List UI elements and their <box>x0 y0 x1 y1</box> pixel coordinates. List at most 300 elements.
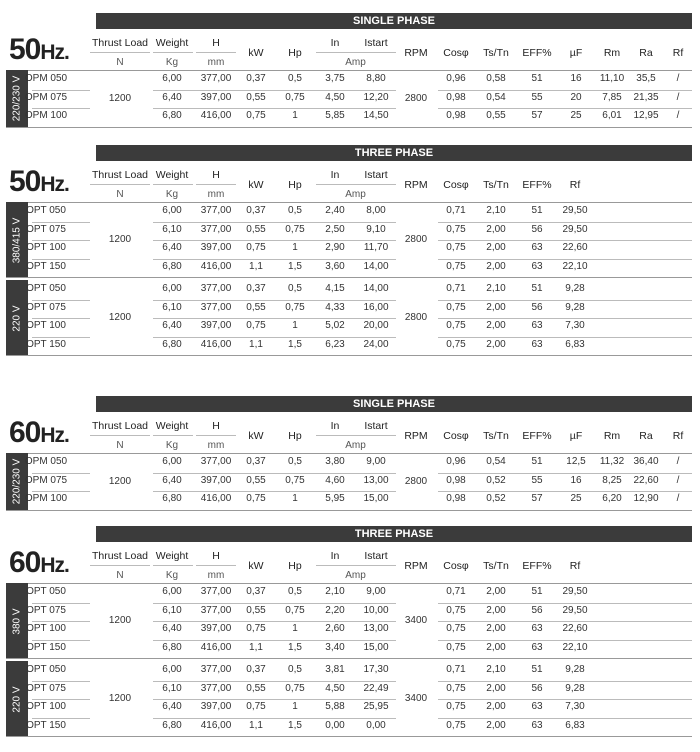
row-rule <box>32 90 90 91</box>
table-cell: 6,00 <box>162 664 182 675</box>
table-cell: / <box>676 91 680 103</box>
header-rule <box>90 52 150 53</box>
unit-header: Kg <box>165 189 179 200</box>
table-cell: 0,54 <box>486 91 506 103</box>
column-header: kW <box>248 179 264 191</box>
model-name: OPT 100 <box>26 320 66 331</box>
table-cell: 1 <box>292 701 298 712</box>
table-cell: 3,75 <box>325 73 345 84</box>
table-cell: 377,00 <box>200 586 232 597</box>
table-cell: 12,95 <box>633 110 659 121</box>
column-header: Cosφ <box>443 560 469 572</box>
table-cell: 0,71 <box>446 283 466 294</box>
column-header: Hp <box>288 430 302 442</box>
column-header: Thrust Load <box>91 37 149 49</box>
thrust-load-value: 1200 <box>108 234 132 245</box>
frequency-label <box>9 545 69 584</box>
table-cell: 24,00 <box>363 338 389 350</box>
voltage-text: 380/415 V <box>11 217 23 263</box>
table-cell: 20 <box>570 91 582 103</box>
unit-header: N <box>116 570 124 581</box>
row-rule <box>153 699 396 700</box>
row-rule <box>32 603 90 604</box>
column-header: Ts/Tn <box>483 179 509 191</box>
group-rule <box>6 658 692 659</box>
column-header: Thrust Load <box>91 169 149 181</box>
rpm-value: 2800 <box>404 92 428 104</box>
table-cell: 397,00 <box>200 474 232 486</box>
table-cell: 11,32 <box>599 456 625 467</box>
table-cell: 13,00 <box>363 474 389 486</box>
row-rule <box>153 240 396 241</box>
model-name: OPT 100 <box>26 623 66 634</box>
header-rule <box>316 52 396 53</box>
row-rule <box>32 318 90 319</box>
rpm-value: 3400 <box>404 615 428 626</box>
group-rule <box>6 510 692 511</box>
table-cell: 6,23 <box>325 338 345 350</box>
model-name: OPM 100 <box>24 110 68 121</box>
table-cell: 397,00 <box>200 623 232 634</box>
table-cell: 55 <box>531 91 543 103</box>
unit-header: N <box>116 440 124 451</box>
table-cell: 377,00 <box>200 456 232 467</box>
table-cell: 22,49 <box>363 682 389 694</box>
table-cell: 12,90 <box>633 493 659 504</box>
row-rule <box>153 640 396 641</box>
model-name: OPT 075 <box>26 301 66 313</box>
table-cell: 63 <box>531 320 543 331</box>
table-cell: 0,5 <box>288 664 302 675</box>
group-rule <box>6 277 692 278</box>
table-cell: 6,00 <box>162 73 182 84</box>
table-cell: 0,37 <box>246 73 266 84</box>
table-cell: 57 <box>531 493 543 504</box>
table-cell: 0,98 <box>446 493 466 504</box>
table-cell: 11,70 <box>363 242 389 253</box>
table-cell: 14,00 <box>363 283 389 294</box>
table-cell: 2,40 <box>325 205 345 216</box>
rpm-value: 2800 <box>404 475 428 487</box>
frequency-number: 50 <box>9 165 41 198</box>
model-name: OPT 150 <box>26 338 66 350</box>
table-cell: 63 <box>531 623 543 634</box>
column-header: Hp <box>288 560 302 572</box>
table-cell: 416,00 <box>200 260 232 272</box>
table-cell: 29,50 <box>562 205 588 216</box>
table-cell: 2,00 <box>486 641 506 653</box>
row-rule <box>438 718 692 719</box>
row-rule <box>32 259 90 260</box>
table-cell: 0,55 <box>246 474 266 486</box>
row-rule <box>32 640 90 641</box>
table-cell: 0,75 <box>246 623 266 634</box>
phase-title-bar: SINGLE PHASE <box>96 396 692 412</box>
table-cell: 6,00 <box>162 586 182 597</box>
column-header: Weight <box>155 550 189 562</box>
table-cell: 5,85 <box>325 110 345 121</box>
table-cell: 377,00 <box>200 604 232 616</box>
row-rule <box>32 108 90 109</box>
header-rule <box>316 184 396 185</box>
table-cell: 1 <box>292 320 298 331</box>
table-cell: 9,28 <box>565 283 585 294</box>
table-cell: 11,10 <box>599 73 625 84</box>
voltage-text: 220/230 V <box>11 75 23 122</box>
frequency-label <box>9 32 69 71</box>
table-cell: 0,5 <box>288 586 302 597</box>
table-cell: 0,5 <box>288 283 302 294</box>
table-cell: 1,1 <box>249 260 263 272</box>
table-cell: 0,75 <box>246 320 266 331</box>
model-name: OPM 050 <box>24 73 68 84</box>
table-cell: 9,28 <box>565 682 585 694</box>
table-cell: 22,60 <box>633 474 659 486</box>
frequency-number: 50 <box>9 33 41 66</box>
frequency-label <box>9 415 69 454</box>
row-rule <box>153 491 396 492</box>
table-cell: 4,50 <box>325 682 345 694</box>
table-cell: 51 <box>531 664 543 675</box>
table-cell: 0,75 <box>446 301 466 313</box>
table-cell: 63 <box>531 338 543 350</box>
table-cell: 2,10 <box>325 586 345 597</box>
table-cell: 2,60 <box>325 623 345 634</box>
table-cell: 0,75 <box>246 701 266 712</box>
table-cell: 377,00 <box>200 73 232 84</box>
row-rule <box>438 222 692 223</box>
table-cell: 2,10 <box>486 283 506 294</box>
table-cell: 1,1 <box>249 338 263 350</box>
model-name: OPT 150 <box>26 260 66 272</box>
header-rule <box>6 70 692 71</box>
table-cell: 2,00 <box>486 301 506 313</box>
row-rule <box>438 640 692 641</box>
table-cell: 7,30 <box>565 320 585 331</box>
unit-header: mm <box>207 570 225 581</box>
table-cell: 0,75 <box>285 223 305 235</box>
unit-header: mm <box>207 57 225 68</box>
table-cell: 397,00 <box>200 701 232 712</box>
table-cell: 6,10 <box>162 604 182 616</box>
column-header: EFF% <box>522 47 552 59</box>
thrust-load-value: 1200 <box>108 92 132 104</box>
table-cell: 6,80 <box>162 493 182 504</box>
row-rule <box>153 318 396 319</box>
voltage-text: 380 V <box>11 607 23 635</box>
column-header: Cosφ <box>443 430 469 442</box>
column-header: Ra <box>639 430 653 442</box>
table-cell: 0,75 <box>246 242 266 253</box>
row-rule <box>438 621 692 622</box>
table-cell: 0,55 <box>246 223 266 235</box>
table-cell: 0,75 <box>446 719 466 731</box>
table-cell: 6,00 <box>162 283 182 294</box>
column-header: kW <box>248 560 264 572</box>
table-cell: 6,20 <box>602 493 622 504</box>
table-cell: 377,00 <box>200 205 232 216</box>
model-name: OPT 100 <box>26 701 66 712</box>
table-cell: / <box>676 110 680 121</box>
table-cell: 2,50 <box>325 223 345 235</box>
table-cell: 6,83 <box>565 719 585 731</box>
row-rule <box>32 621 90 622</box>
column-header: RPM <box>404 47 428 59</box>
table-cell: 7,85 <box>602 91 622 103</box>
table-cell: 56 <box>531 301 543 313</box>
model-name: OPM 075 <box>24 91 68 103</box>
table-cell: 1,5 <box>288 719 302 731</box>
column-header: µF <box>569 47 583 59</box>
column-header: H <box>212 169 220 181</box>
row-rule <box>438 108 692 109</box>
model-name: OPT 150 <box>26 641 66 653</box>
table-cell: 8,25 <box>602 474 622 486</box>
row-rule <box>438 337 692 338</box>
table-cell: 416,00 <box>200 110 232 121</box>
thrust-load-value: 1200 <box>108 475 132 487</box>
row-rule <box>32 491 90 492</box>
row-rule <box>438 90 692 91</box>
table-cell: 29,50 <box>562 586 588 597</box>
table-cell: 0,55 <box>246 682 266 694</box>
table-cell: 51 <box>531 283 543 294</box>
row-rule <box>153 681 396 682</box>
table-cell: 16,00 <box>363 301 389 313</box>
table-cell: 35,5 <box>636 73 656 84</box>
table-cell: 17,30 <box>363 664 389 675</box>
table-cell: 25 <box>570 493 582 504</box>
column-header: Weight <box>155 37 189 49</box>
table-cell: 5,02 <box>325 320 345 331</box>
table-cell: 63 <box>531 719 543 731</box>
header-rule <box>153 435 193 436</box>
phase-title-bar: THREE PHASE <box>96 145 692 161</box>
table-cell: 6,00 <box>162 456 182 467</box>
frequency-unit: Hz. <box>40 554 69 577</box>
table-cell: 377,00 <box>200 223 232 235</box>
table-cell: 8,80 <box>366 73 386 84</box>
table-cell: 0,75 <box>446 338 466 350</box>
table-cell: 6,01 <box>602 110 622 121</box>
column-header: Istart <box>364 37 388 49</box>
table-cell: 9,28 <box>565 301 585 313</box>
table-cell: 5,95 <box>325 493 345 504</box>
row-rule <box>32 300 90 301</box>
table-cell: 1,5 <box>288 641 302 653</box>
table-cell: 0,75 <box>446 260 466 272</box>
row-rule <box>153 90 396 91</box>
table-cell: 0,75 <box>446 223 466 235</box>
voltage-text: 220 V <box>11 685 23 713</box>
column-header: Hp <box>288 179 302 191</box>
column-header: Ts/Tn <box>483 47 509 59</box>
row-rule <box>438 699 692 700</box>
frequency-unit: Hz. <box>40 424 69 447</box>
table-cell: 15,00 <box>363 641 389 653</box>
row-rule <box>153 259 396 260</box>
column-header: Rm <box>603 430 621 442</box>
table-cell: 0,5 <box>288 73 302 84</box>
table-cell: 25 <box>570 110 582 121</box>
unit-header: Amp <box>345 570 366 581</box>
table-cell: / <box>676 73 680 84</box>
table-cell: 13,00 <box>363 623 389 634</box>
table-cell: 1,1 <box>249 719 263 731</box>
column-header: Rf <box>672 47 684 59</box>
table-cell: 12,20 <box>363 91 389 103</box>
row-rule <box>32 699 90 700</box>
row-rule <box>153 621 396 622</box>
header-rule <box>6 202 692 203</box>
row-rule <box>32 681 90 682</box>
group-rule <box>6 127 692 128</box>
table-cell: 6,10 <box>162 223 182 235</box>
table-cell: 0,37 <box>246 664 266 675</box>
table-cell: 0,75 <box>446 604 466 616</box>
table-cell: 21,35 <box>633 91 659 103</box>
header-rule <box>196 52 236 53</box>
table-cell: 51 <box>531 586 543 597</box>
table-cell: 3,80 <box>325 456 345 467</box>
column-header: Istart <box>364 169 388 181</box>
table-cell: 6,83 <box>565 338 585 350</box>
table-cell: 9,00 <box>366 586 386 597</box>
column-header: µF <box>569 430 583 442</box>
header-rule <box>90 565 150 566</box>
row-rule <box>438 491 692 492</box>
table-cell: 0,75 <box>446 701 466 712</box>
table-cell: 1 <box>292 242 298 253</box>
table-cell: 0,75 <box>285 474 305 486</box>
phase-title-bar: THREE PHASE <box>96 526 692 542</box>
frequency-number: 60 <box>9 546 41 579</box>
table-cell: 22,10 <box>562 260 588 272</box>
table-cell: 0,75 <box>285 604 305 616</box>
column-header: kW <box>248 430 264 442</box>
table-cell: 6,40 <box>162 701 182 712</box>
model-name: OPM 050 <box>24 456 68 467</box>
table-cell: 2,00 <box>486 338 506 350</box>
table-cell: 0,00 <box>366 719 386 731</box>
table-cell: 1 <box>292 110 298 121</box>
header-rule <box>90 435 150 436</box>
table-cell: 2,00 <box>486 586 506 597</box>
table-cell: 397,00 <box>200 320 232 331</box>
table-cell: 57 <box>531 110 543 121</box>
row-rule <box>438 603 692 604</box>
table-cell: 36,40 <box>633 456 659 467</box>
table-cell: 56 <box>531 604 543 616</box>
table-cell: 6,40 <box>162 623 182 634</box>
rpm-value: 2800 <box>404 234 428 245</box>
model-name: OPT 050 <box>26 586 66 597</box>
row-rule <box>153 108 396 109</box>
table-cell: 0,37 <box>246 456 266 467</box>
table-cell: 0,98 <box>446 110 466 121</box>
header-rule <box>6 583 692 584</box>
table-cell: 2,00 <box>486 604 506 616</box>
header-rule <box>316 435 396 436</box>
column-header: EFF% <box>522 560 552 572</box>
header-rule <box>153 52 193 53</box>
model-name: OPT 050 <box>26 283 66 294</box>
column-header: Istart <box>364 420 388 432</box>
table-cell: 0,00 <box>325 719 345 731</box>
frequency-number: 60 <box>9 416 41 449</box>
table-cell: 0,75 <box>285 682 305 694</box>
column-header: Weight <box>155 169 189 181</box>
table-cell: 397,00 <box>200 91 232 103</box>
table-cell: 397,00 <box>200 242 232 253</box>
model-name: OPT 050 <box>26 664 66 675</box>
table-cell: / <box>676 456 680 467</box>
table-cell: 4,15 <box>325 283 345 294</box>
table-cell: 0,75 <box>246 110 266 121</box>
table-cell: 6,00 <box>162 205 182 216</box>
unit-header: Kg <box>165 57 179 68</box>
table-cell: 5,88 <box>325 701 345 712</box>
table-cell: 10,00 <box>363 604 389 616</box>
table-cell: 29,50 <box>562 223 588 235</box>
table-cell: 2,00 <box>486 701 506 712</box>
column-header: RPM <box>404 560 428 572</box>
table-cell: 63 <box>531 260 543 272</box>
row-rule <box>438 473 692 474</box>
table-cell: 377,00 <box>200 301 232 313</box>
header-rule <box>196 565 236 566</box>
voltage-text: 220/230 V <box>11 458 23 505</box>
table-cell: 51 <box>531 73 543 84</box>
table-cell: 1,5 <box>288 338 302 350</box>
table-cell: 55 <box>531 474 543 486</box>
table-cell: 15,00 <box>363 493 389 504</box>
column-header: EFF% <box>522 179 552 191</box>
model-name: OPT 050 <box>26 205 66 216</box>
model-name: OPT 075 <box>26 604 66 616</box>
table-cell: 1 <box>292 623 298 634</box>
table-cell: 12,5 <box>566 456 586 467</box>
unit-header: N <box>116 57 124 68</box>
table-cell: 25,95 <box>363 701 389 712</box>
table-cell: 0,52 <box>486 493 506 504</box>
column-header: Thrust Load <box>91 550 149 562</box>
table-cell: 63 <box>531 641 543 653</box>
table-cell: 9,28 <box>565 664 585 675</box>
table-cell: 51 <box>531 205 543 216</box>
column-header: In <box>330 169 340 181</box>
table-cell: 0,54 <box>486 456 506 467</box>
table-cell: 2,00 <box>486 260 506 272</box>
table-cell: 2,00 <box>486 719 506 731</box>
table-cell: 6,40 <box>162 91 182 103</box>
model-name: OPT 075 <box>26 682 66 694</box>
column-header: Cosφ <box>443 47 469 59</box>
model-name: OPT 150 <box>26 719 66 731</box>
unit-header: Kg <box>165 570 179 581</box>
table-cell: 8,00 <box>366 205 386 216</box>
table-cell: 22,10 <box>562 641 588 653</box>
table-cell: 0,37 <box>246 205 266 216</box>
row-rule <box>153 337 396 338</box>
table-cell: 0,98 <box>446 474 466 486</box>
rpm-value: 3400 <box>404 693 428 704</box>
header-rule <box>6 453 692 454</box>
table-cell: 0,71 <box>446 586 466 597</box>
table-cell: 2,90 <box>325 242 345 253</box>
voltage-text: 220 V <box>11 304 23 332</box>
row-rule <box>153 603 396 604</box>
